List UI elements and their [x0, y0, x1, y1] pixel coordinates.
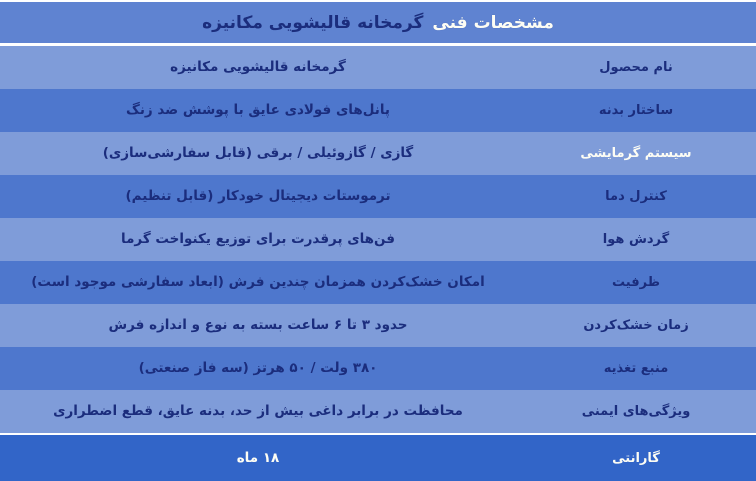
table-row-body-structure: [0, 89, 756, 132]
table-row-warranty: [0, 435, 756, 481]
table-row-product-name: [0, 46, 756, 89]
row-label: سیستم گرمایشی: [580, 146, 692, 161]
title-prefix: مشخصات فنی: [432, 12, 554, 33]
row-value: پانل‌های فولادی عایق با پوشش ضد زنگ: [126, 102, 390, 119]
row-label: ساختار بدنه: [598, 103, 674, 118]
row-value: حدود ۳ تا ۶ ساعت بسته به نوع و اندازه فرش: [108, 317, 408, 334]
row-label: منبع تغذیه: [603, 361, 669, 376]
row-value: امکان خشک‌کردن همزمان چندین فرش (ابعاد سفارشی موجود است): [31, 274, 485, 291]
row-value: محافظت در برابر داغی بیش از حد، بدنه عایق، قطع اضطراری: [53, 403, 463, 420]
row-label: ظرفیت: [612, 275, 660, 290]
row-value: ترموستات دیجیتال خودکار (قابل تنظیم): [125, 188, 391, 205]
row-label: گارانتی: [612, 450, 660, 466]
row-label: نام محصول: [599, 60, 673, 75]
table-row-air-circulation: [0, 218, 756, 261]
table-row-capacity: [0, 261, 756, 304]
table-title-bar: [0, 2, 756, 43]
row-value: ۳۸۰ ولت / ۵۰ هرتز (سه فاز صنعتی): [138, 360, 378, 377]
row-label: کنترل دما: [605, 189, 667, 204]
row-value: ۱۸ ماه: [236, 449, 280, 466]
row-label: گردش هوا: [602, 232, 670, 247]
row-label: ویژگی‌های ایمنی: [581, 404, 691, 419]
row-value: گازی / گازوئیلی / برقی (قابل سفارشی‌سازی): [102, 145, 414, 162]
table-row-safety-features: [0, 390, 756, 433]
table-row-drying-time: [0, 304, 756, 347]
table-row-temperature-control: [0, 175, 756, 218]
row-value: فن‌های پرقدرت برای توزیع یکنواخت گرما: [121, 231, 396, 248]
title-product-name: گرمخانه قالیشویی مکانیزه: [202, 12, 424, 33]
table-row-heating-system: [0, 132, 756, 175]
table-row-power-supply: [0, 347, 756, 390]
row-value: گرمخانه قالیشویی مکانیزه: [170, 59, 346, 76]
row-label: زمان خشک‌کردن: [583, 318, 689, 333]
